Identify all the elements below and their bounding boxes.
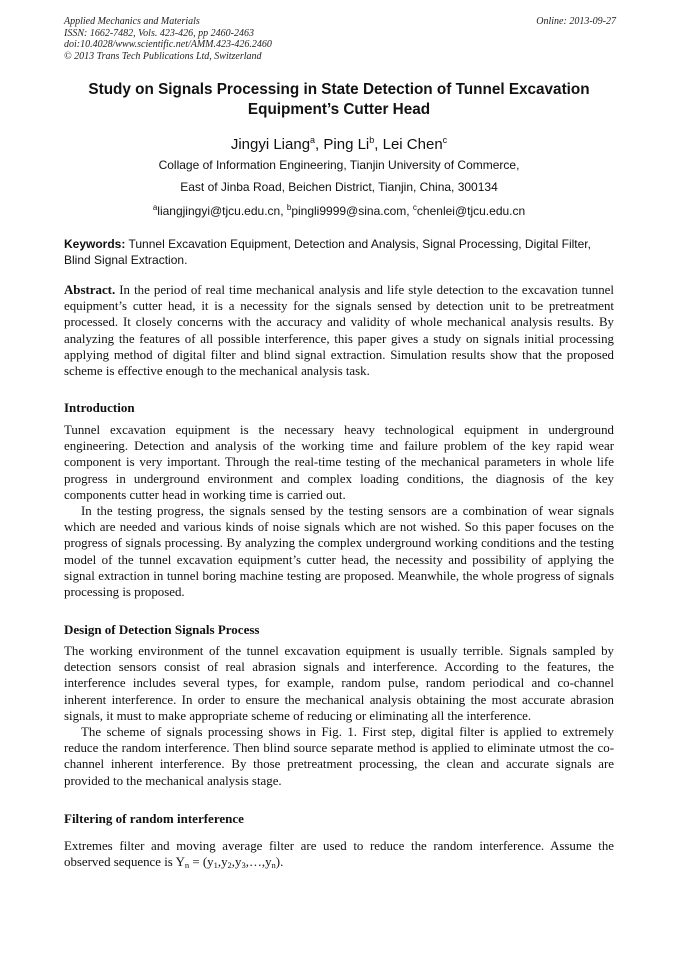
paragraph: The working environment of the tunnel excavation equipment is usually terrible. Signals sampled by detection sensors consist of real abrasion signals and interference. According to the features, the interference includes several types, for example, random pulse, random periodical and co-channel inherent interference. In order to ensure the mechanical analysis obtaining the most accurate abrasion signals, it must to make appropriate scheme of reducing or eliminating all the interference. [64,644,614,723]
formula-sub: n [184,860,190,871]
section-heading-introduction: Introduction [64,400,135,415]
paragraph: The scheme of signals processing shows in Fig. 1. First step, digital filter is applied to extremely reduce the random interference. Then blind source separate method is applied to eliminate utmost the co-channel inherent interference. By those pretreatment processing, the clean and accurate signals are provided to the mechanical analysis stage. [64,725,614,788]
affiliation-line-1: Collage of Information Engineering, Tianjin University of Commerce, [158,158,520,172]
introduction-body [64,422,614,600]
formula-sub: n [271,860,276,871]
formula-term: y [235,855,242,870]
journal-header [64,16,616,62]
journal-name: Applied Mechanics and Materials [64,16,200,27]
journal-issn: ISSN: 1662-7482, Vols. 423-426, pp 2460-2463 [64,27,254,39]
email-address: liangjingyi@tjcu.edu.cn [157,204,281,218]
paragraph: In the testing progress, the signals sensed by the testing sensors are a combination of wear signals which are needed and various kinds of noise signals which are not wished. So this paper focuses on the progress of signals processing. By analyzing the complex underground working conditions and the testing model of the tunnel excavation equipment’s cutter head, the necessity and possibility of applying the signal extraction in tunnel boring machine testing are proposed. Meanwhile, the whole progress of signals processing is proposed. [64,504,614,600]
formula-sub: 3 [241,860,246,871]
keywords-label: Keywords: [64,237,126,251]
formula-sub: 2 [227,860,232,871]
email-address: chenlei@tjcu.edu.cn [416,204,526,218]
author-name: Jingyi Liang [230,136,311,153]
email-sup: b [286,203,292,212]
journal-doi: doi:10.4028/www.scientific.net/AMM.423-426.2460 [64,39,272,50]
keywords [64,236,614,268]
author-list: Jingyi Liang$^a$, Ping Li$^b$, Lei Chen$^c$ [230,135,448,153]
email-line: $^a$liangjingyi@tjcu.edu.cn, $^b$pingli9999@sina.com, $^c$chenlei@tjcu.edu.cn [152,203,526,218]
author-sup: a [310,135,316,145]
formula-term: y [265,855,272,870]
formula-term: y [207,855,214,870]
online-date: Online: 2013-09-27 [536,16,616,27]
formula-lhs: Y [175,855,185,870]
email-sup: c [412,203,417,212]
formula-term: y [221,855,228,870]
author-sup: c [442,135,448,145]
abstract-text: In the period of real time mechanical analysis and life style detection to the excavation tunnel equipment’s cutter head, it is a necessity for the signals sensed by detection unit to be pretreatment processed. It closely concerns with the accuracy and validity of whole mechanical analysis results. By analyzing the features of all possible interference, this paper gives a study on signals initial processing applying method of digital filter and blind signal extraction. Simulation results show that the proposed scheme is effective enough to the mechanical analysis task. [64,283,614,379]
formula: $Y_n$ = $(y_1,y_2,y_3,\dots,y_n)$. [175,855,284,871]
abstract-label: Abstract. [64,283,116,297]
formula-sub: 1 [213,860,218,871]
formula-close: ). [275,855,284,870]
affiliation-line-2: East of Jinba Road, Beichen District, Tianjin, China, 300134 [180,180,498,194]
author-name: Lei Chen [382,136,443,153]
email-sup: a [152,203,158,212]
filtering-body [64,838,614,873]
journal-copyright: © 2013 Trans Tech Publications Ltd, Switzerland [64,50,262,62]
formula-eq: = ( [189,855,208,870]
paragraph: Tunnel excavation equipment is the necessary heavy technological equipment in underground engineering. Detection and analysis of the working time and failure problem of the key rapid wear component is very important. Through the real-time testing of the mechanical parameters in whole life progress in underground environment and complex loading conditions, the diagnosis of the key components cutter head in working time is carried out. [64,423,614,502]
author-sup: b [369,135,375,145]
formula-term: … [248,855,262,870]
paper-title: Study on Signals Processing in State Detection of Tunnel Excavation Equipment’s Cutter Head [88,81,590,118]
paragraph [64,838,614,873]
keywords-text: Tunnel Excavation Equipment, Detection and Analysis, Signal Processing, Digital Filter, Blind Signal Extraction. [64,237,591,267]
paragraph-text: Extremes filter and moving average filter are used to reduce the random interference. Assume the observed sequence is [64,839,614,870]
abstract [64,282,614,379]
author-name: Ping Li [323,136,370,153]
section-heading-filtering: Filtering of random interference [64,811,244,826]
design-body [64,643,614,789]
email-address: pingli9999@sina.com [291,204,407,218]
section-heading-design: Design of Detection Signals Process [64,622,260,637]
